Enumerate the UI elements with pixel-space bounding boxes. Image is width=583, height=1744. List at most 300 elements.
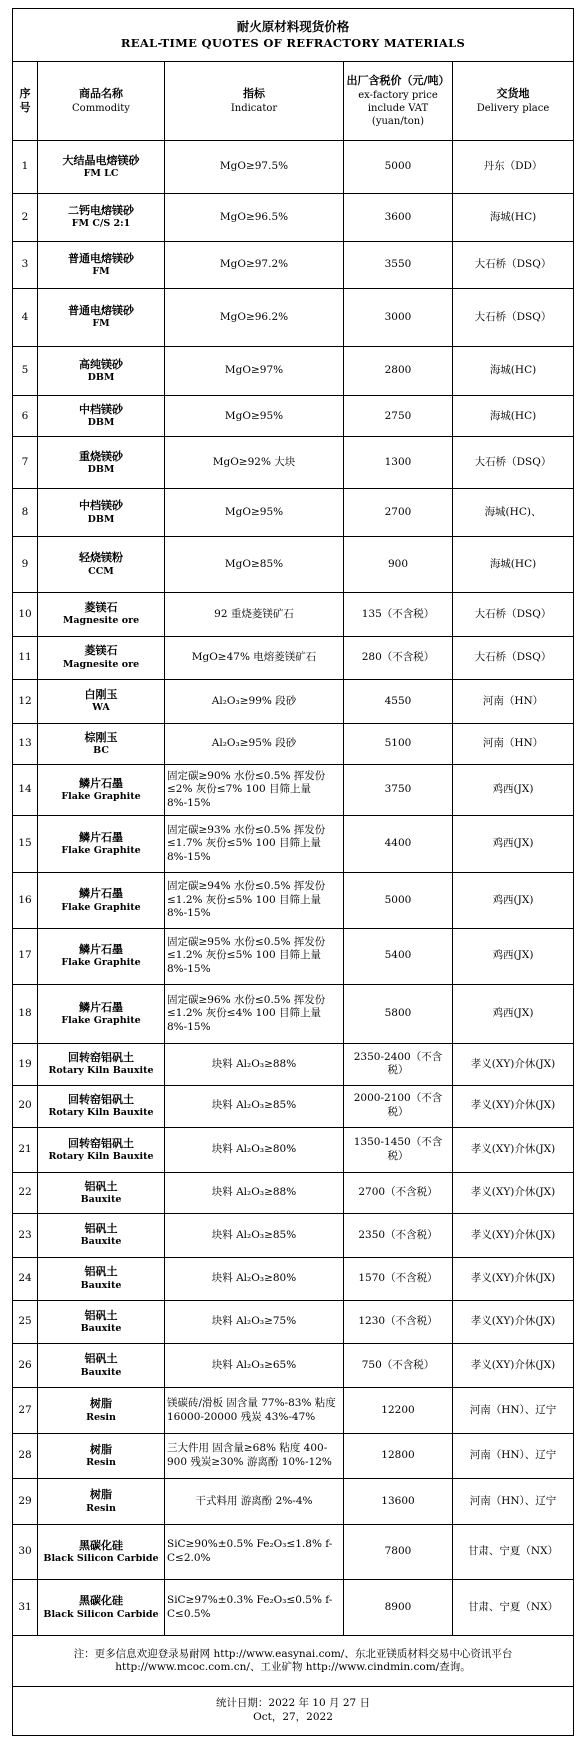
- row-indicator: [165, 1433, 344, 1478]
- price-value: 5000: [384, 160, 412, 173]
- row-seq: [13, 1173, 38, 1214]
- row-seq: [13, 489, 38, 537]
- row-commodity: [38, 1127, 165, 1172]
- row-indicator: [165, 928, 344, 984]
- price-value: 13600: [381, 1494, 415, 1507]
- row-seq: [13, 724, 38, 765]
- commodity-cn: 铝矾土: [84, 1352, 118, 1366]
- row-commodity: [38, 194, 165, 242]
- table-row: [13, 1433, 574, 1478]
- commodity-en: Flake Graphite: [61, 845, 141, 857]
- seq-number: 2: [21, 210, 29, 223]
- indicator-text: SiC≥90%±0.5% Fe₂O₃≤1.8% f-C≤2.0%: [167, 1538, 333, 1564]
- row-price: [344, 1127, 453, 1172]
- commodity-cn: 树脂: [90, 1488, 112, 1502]
- indicator-text: 干式料用 游离酚 2%-4%: [195, 1494, 313, 1507]
- table-row: [13, 1579, 574, 1635]
- row-delivery: [453, 1433, 574, 1478]
- indicator-text: 固定碳≥96% 水份≤0.5% 挥发份≤1.2% 灰份≤4% 100 目筛上量 8%-15%: [167, 993, 326, 1033]
- row-seq: [13, 765, 38, 816]
- row-price: [344, 1579, 453, 1635]
- row-seq: [13, 1127, 38, 1172]
- indicator-text: 块料 Al₂O₃≥85%: [211, 1228, 297, 1241]
- row-seq: [13, 1214, 38, 1257]
- commodity-en: Flake Graphite: [61, 901, 141, 913]
- commodity-cn: 鳞片石墨: [79, 1000, 123, 1014]
- commodity-en: Magnesite ore: [62, 658, 140, 670]
- seq-number: 19: [18, 1057, 32, 1070]
- row-commodity: [38, 1479, 165, 1524]
- row-delivery: [453, 396, 574, 437]
- seq-number: 13: [18, 737, 32, 750]
- footnote: [13, 1636, 574, 1687]
- delivery-place: 河南（HN）、辽宁: [469, 1403, 557, 1416]
- row-price: [344, 816, 453, 873]
- row-indicator: [165, 873, 344, 928]
- commodity-cn: 铝矾土: [84, 1265, 118, 1279]
- row-indicator: [165, 1085, 344, 1127]
- price-value: 8900: [384, 1600, 412, 1613]
- commodity-cn: 黑碳化硅: [79, 1538, 123, 1552]
- table-row: [13, 489, 574, 537]
- commodity-cn: 中档镁砂: [79, 499, 123, 513]
- seq-number: 11: [18, 650, 32, 663]
- indicator-text: MgO≥47% 电熔菱镁矿石: [191, 650, 317, 663]
- commodity-en: Flake Graphite: [61, 957, 141, 969]
- row-commodity: [38, 537, 165, 593]
- row-indicator: [165, 1173, 344, 1214]
- row-delivery: [453, 873, 574, 928]
- table-row: [13, 537, 574, 593]
- row-price: [344, 636, 453, 679]
- commodity-en: FM: [92, 318, 110, 330]
- commodity-cn: 大结晶电熔镁砂: [62, 153, 140, 167]
- row-commodity: [38, 141, 165, 194]
- table-row: [13, 636, 574, 679]
- stat-date-en: Oct，27，2022: [253, 1711, 333, 1724]
- row-delivery: [453, 593, 574, 636]
- commodity-cn: 铝矾土: [84, 1222, 118, 1236]
- table-row: [13, 241, 574, 289]
- commodity-cn: 高纯镁砂: [79, 357, 123, 371]
- price-value: 2800: [384, 364, 412, 377]
- commodity-cn: 黑碳化硅: [79, 1594, 123, 1608]
- commodity-en: WA: [92, 702, 110, 714]
- indicator-text: 固定碳≥90% 水份≤0.5% 挥发份≤2% 灰份≤7% 100 目筛上量 8%-15%: [167, 769, 326, 810]
- price-value: 2700（不含税）: [358, 1186, 438, 1199]
- commodity-en: Magnesite ore: [62, 615, 140, 627]
- row-price: [344, 1300, 453, 1343]
- commodity-cn: 铝矾土: [84, 1308, 118, 1322]
- footnote-line2: http://www.mcoc.com.cn/、工业矿物 http://www.cindmin.com/查询。: [115, 1661, 471, 1674]
- table-row: [13, 1214, 574, 1257]
- seq-number: 22: [18, 1186, 32, 1199]
- commodity-en: FM C/S 2:1: [71, 218, 131, 230]
- row-delivery: [453, 1344, 574, 1388]
- row-delivery: [453, 241, 574, 289]
- row-delivery: [453, 1524, 574, 1579]
- seq-number: 21: [18, 1143, 32, 1156]
- delivery-place: 鸡西(JX): [492, 949, 534, 962]
- row-price: [344, 241, 453, 289]
- table-row: [13, 141, 574, 194]
- row-indicator: [165, 593, 344, 636]
- row-seq: [13, 289, 38, 346]
- delivery-place: 大石桥（DSQ）: [474, 607, 552, 620]
- price-value: 3750: [384, 783, 412, 796]
- row-seq: [13, 396, 38, 437]
- stat-date: [13, 1687, 574, 1736]
- indicator-text: Al₂O₃≥99% 段砂: [211, 694, 297, 707]
- delivery-place: 海城(HC): [489, 557, 537, 570]
- row-indicator: [165, 765, 344, 816]
- commodity-cn: 中档镁砂: [79, 403, 123, 417]
- delivery-place: 海城(HC): [489, 409, 537, 422]
- indicator-text: MgO≥97.5%: [219, 160, 289, 173]
- commodity-en: Rotary Kiln Bauxite: [48, 1065, 154, 1077]
- seq-number: 23: [18, 1228, 32, 1241]
- row-commodity: [38, 396, 165, 437]
- commodity-en: Resin: [86, 1457, 116, 1469]
- seq-number: 24: [18, 1271, 32, 1284]
- table-row: [13, 724, 574, 765]
- row-delivery: [453, 1214, 574, 1257]
- row-price: [344, 396, 453, 437]
- row-price: [344, 489, 453, 537]
- delivery-place: 河南（HN）、辽宁: [469, 1449, 557, 1462]
- seq-number: 28: [18, 1449, 32, 1462]
- seq-number: 31: [18, 1600, 32, 1613]
- row-seq: [13, 241, 38, 289]
- row-commodity: [38, 1085, 165, 1127]
- row-indicator: [165, 816, 344, 873]
- table-row: [13, 873, 574, 928]
- commodity-en: FM LC: [83, 167, 119, 179]
- table-row: [13, 765, 574, 816]
- indicator-text: 块料 Al₂O₃≥85%: [211, 1099, 297, 1112]
- indicator-text: 块料 Al₂O₃≥88%: [211, 1186, 297, 1199]
- title-cn: 耐火原材料现货价格: [236, 19, 350, 35]
- quotes-table: [12, 8, 574, 1736]
- row-commodity: [38, 1433, 165, 1478]
- price-value: 135（不含税）: [361, 607, 435, 620]
- row-seq: [13, 1479, 38, 1524]
- commodity-en: Resin: [86, 1502, 116, 1514]
- stat-date-cn: 统计日期：2022 年 10 月 27 日: [215, 1697, 371, 1710]
- commodity-cn: 树脂: [90, 1442, 112, 1456]
- row-commodity: [38, 928, 165, 984]
- row-indicator: [165, 1214, 344, 1257]
- row-price: [344, 1344, 453, 1388]
- row-price: [344, 1388, 453, 1433]
- indicator-text: 块料 Al₂O₃≥80%: [211, 1143, 297, 1156]
- price-value: 1350-1450（不含税）: [353, 1136, 443, 1162]
- row-seq: [13, 1300, 38, 1343]
- row-delivery: [453, 724, 574, 765]
- table-row: [13, 816, 574, 873]
- commodity-en: DBM: [87, 463, 115, 475]
- delivery-place: 鸡西(JX): [492, 783, 534, 796]
- delivery-place: 大石桥（DSQ）: [474, 310, 552, 323]
- row-indicator: [165, 396, 344, 437]
- seq-number: 5: [21, 364, 29, 377]
- table-row: [13, 1044, 574, 1085]
- delivery-place: 鸡西(JX): [492, 893, 534, 906]
- delivery-place: 孝义(XY)介休(JX): [470, 1057, 556, 1070]
- row-price: [344, 1085, 453, 1127]
- seq-number: 12: [18, 694, 32, 707]
- commodity-en: Bauxite: [80, 1366, 122, 1378]
- indicator-text: MgO≥92% 大块: [212, 456, 296, 469]
- row-delivery: [453, 346, 574, 396]
- row-price: [344, 1173, 453, 1214]
- indicator-text: 三大件用 固含量≥68% 粘度 400-900 残炭≥30% 游离酚 10%-12%: [167, 1442, 332, 1469]
- price-value: 3600: [384, 210, 412, 223]
- delivery-place: 鸡西(JX): [492, 1007, 534, 1020]
- table-row: [13, 984, 574, 1044]
- price-value: 2350-2400（不含税）: [353, 1050, 443, 1077]
- commodity-cn: 鳞片石墨: [79, 887, 123, 901]
- row-price: [344, 1524, 453, 1579]
- table-row: [13, 679, 574, 723]
- row-delivery: [453, 765, 574, 816]
- price-value: 2700: [384, 505, 412, 518]
- row-price: [344, 437, 453, 489]
- row-delivery: [453, 1479, 574, 1524]
- row-price: [344, 289, 453, 346]
- delivery-place: 大石桥（DSQ）: [474, 456, 552, 469]
- header-commodity: 商品名称 Commodity: [38, 62, 165, 141]
- commodity-cn: 回转窑铝矾土: [68, 1136, 134, 1150]
- row-commodity: [38, 1579, 165, 1635]
- row-delivery: [453, 1579, 574, 1635]
- delivery-place: 孝义(XY)介休(JX): [470, 1358, 556, 1371]
- table-row: [13, 1173, 574, 1214]
- table-row: [13, 928, 574, 984]
- row-commodity: [38, 289, 165, 346]
- table-row: [13, 1257, 574, 1300]
- row-seq: [13, 537, 38, 593]
- indicator-text: 固定碳≥93% 水份≤0.5% 挥发份≤1.7% 灰份≤5% 100 目筛上量 8%-15%: [167, 823, 326, 864]
- row-commodity: [38, 724, 165, 765]
- row-indicator: [165, 1344, 344, 1388]
- commodity-en: BC: [93, 745, 109, 757]
- row-delivery: [453, 1044, 574, 1085]
- header-indicator: 指标 Indicator: [165, 62, 344, 141]
- indicator-text: MgO≥95%: [224, 505, 284, 518]
- indicator-text: Al₂O₃≥95% 段砂: [211, 737, 297, 750]
- price-value: 4550: [384, 694, 412, 707]
- row-seq: [13, 1085, 38, 1127]
- row-commodity: [38, 1214, 165, 1257]
- seq-number: 29: [18, 1494, 32, 1507]
- row-commodity: [38, 1344, 165, 1388]
- row-commodity: [38, 1173, 165, 1214]
- row-indicator: [165, 241, 344, 289]
- indicator-text: MgO≥95%: [224, 409, 284, 422]
- price-value: 280（不含税）: [361, 650, 435, 663]
- table-row: [13, 1085, 574, 1127]
- delivery-place: 孝义(XY)介休(JX): [470, 1143, 556, 1156]
- row-commodity: [38, 816, 165, 873]
- row-seq: [13, 194, 38, 242]
- row-seq: [13, 984, 38, 1044]
- seq-number: 16: [18, 893, 32, 906]
- title-en: REAL-TIME QUOTES OF REFRACTORY MATERIALS: [120, 35, 466, 50]
- commodity-en: Rotary Kiln Bauxite: [48, 1150, 154, 1162]
- commodity-en: Resin: [86, 1411, 116, 1423]
- delivery-place: 甘肃、宁夏（NX）: [467, 1600, 559, 1613]
- row-delivery: [453, 289, 574, 346]
- indicator-text: 块料 Al₂O₃≥75%: [211, 1315, 297, 1328]
- row-seq: [13, 1433, 38, 1478]
- table-row: [13, 289, 574, 346]
- commodity-en: DBM: [87, 371, 115, 383]
- row-delivery: [453, 537, 574, 593]
- row-price: [344, 765, 453, 816]
- row-commodity: [38, 593, 165, 636]
- seq-number: 15: [18, 837, 32, 850]
- price-value: 1230（不含税）: [358, 1315, 438, 1328]
- indicator-text: MgO≥97.2%: [219, 258, 289, 271]
- row-seq: [13, 437, 38, 489]
- row-price: [344, 679, 453, 723]
- table-row: [13, 437, 574, 489]
- delivery-place: 大石桥（DSQ）: [474, 258, 552, 271]
- row-indicator: [165, 1388, 344, 1433]
- commodity-en: DBM: [87, 417, 115, 429]
- indicator-text: 固定碳≥94% 水份≤0.5% 挥发份≤1.2% 灰份≤5% 100 目筛上量 8%-15%: [167, 880, 326, 920]
- row-seq: [13, 1344, 38, 1388]
- row-price: [344, 194, 453, 242]
- seq-number: 4: [21, 310, 29, 323]
- row-commodity: [38, 679, 165, 723]
- delivery-place: 河南（HN）: [482, 694, 544, 707]
- price-value: 900: [387, 557, 409, 570]
- price-value: 5400: [384, 949, 412, 962]
- row-commodity: [38, 1524, 165, 1579]
- commodity-en: DBM: [87, 513, 115, 525]
- commodity-en: Bauxite: [80, 1236, 122, 1248]
- commodity-cn: 回转窑铝矾土: [68, 1092, 134, 1106]
- delivery-place: 孝义(XY)介休(JX): [470, 1271, 556, 1284]
- footnote-line1: 注：更多信息欢迎登录易耐网 http://www.easynai.com/、东北亚镁质材料交易中心资讯平台: [73, 1647, 513, 1660]
- table-row: [13, 1479, 574, 1524]
- row-price: [344, 346, 453, 396]
- row-seq: [13, 816, 38, 873]
- row-indicator: [165, 724, 344, 765]
- delivery-place: 孝义(XY)介休(JX): [470, 1315, 556, 1328]
- commodity-cn: 铝矾土: [84, 1179, 118, 1193]
- row-commodity: [38, 241, 165, 289]
- row-indicator: [165, 1524, 344, 1579]
- price-value: 3000: [384, 310, 412, 323]
- commodity-cn: 棕刚玉: [84, 730, 118, 744]
- price-value: 12200: [381, 1403, 415, 1416]
- table-row: [13, 396, 574, 437]
- commodity-en: Rotary Kiln Bauxite: [48, 1107, 154, 1119]
- row-price: [344, 537, 453, 593]
- header-delivery: 交货地 Delivery place: [453, 62, 574, 141]
- seq-number: 30: [18, 1545, 32, 1558]
- header-seq: 序号: [13, 62, 38, 141]
- row-seq: [13, 1579, 38, 1635]
- table-row: [13, 1300, 574, 1343]
- row-price: [344, 1044, 453, 1085]
- commodity-cn: 轻烧镁粉: [79, 551, 123, 565]
- commodity-cn: 回转窑铝矾土: [68, 1051, 134, 1065]
- row-delivery: [453, 816, 574, 873]
- commodity-cn: 菱镁石: [84, 601, 118, 615]
- row-delivery: [453, 437, 574, 489]
- row-indicator: [165, 1127, 344, 1172]
- price-value: 2000-2100（不含税）: [353, 1092, 443, 1119]
- delivery-place: 孝义(XY)介休(JX): [470, 1186, 556, 1199]
- row-seq: [13, 679, 38, 723]
- row-delivery: [453, 1300, 574, 1343]
- price-value: 750（不含税）: [361, 1358, 435, 1371]
- indicator-text: MgO≥85%: [224, 557, 284, 570]
- row-commodity: [38, 489, 165, 537]
- commodity-en: Flake Graphite: [61, 1015, 141, 1027]
- row-indicator: [165, 537, 344, 593]
- commodity-cn: 树脂: [90, 1397, 112, 1411]
- row-price: [344, 724, 453, 765]
- delivery-place: 大石桥（DSQ）: [474, 650, 552, 663]
- row-indicator: [165, 1044, 344, 1085]
- price-value: 1570（不含税）: [358, 1271, 438, 1284]
- commodity-en: FM: [92, 265, 110, 277]
- seq-number: 10: [18, 607, 32, 620]
- row-price: [344, 1214, 453, 1257]
- price-value: 7800: [384, 1545, 412, 1558]
- price-value: 3550: [384, 258, 412, 271]
- row-seq: [13, 141, 38, 194]
- row-commodity: [38, 765, 165, 816]
- row-seq: [13, 928, 38, 984]
- date-row: [13, 1687, 574, 1736]
- commodity-cn: 白刚玉: [84, 688, 118, 702]
- delivery-place: 河南（HN）: [482, 737, 544, 750]
- row-delivery: [453, 1085, 574, 1127]
- row-indicator: [165, 984, 344, 1044]
- row-commodity: [38, 437, 165, 489]
- row-indicator: [165, 346, 344, 396]
- commodity-cn: 普通电熔镁砂: [68, 304, 134, 318]
- row-indicator: [165, 194, 344, 242]
- row-indicator: [165, 1300, 344, 1343]
- row-delivery: [453, 1127, 574, 1172]
- row-price: [344, 1479, 453, 1524]
- seq-number: 8: [21, 505, 29, 518]
- row-delivery: [453, 1257, 574, 1300]
- commodity-en: Flake Graphite: [61, 791, 141, 803]
- delivery-place: 鸡西(JX): [492, 837, 534, 850]
- price-value: 2350（不含税）: [358, 1228, 438, 1241]
- seq-number: 6: [21, 409, 29, 422]
- commodity-en: Bauxite: [80, 1322, 122, 1334]
- indicator-text: 固定碳≥95% 水份≤0.5% 挥发份≤1.2% 灰份≤5% 100 目筛上量 8%-15%: [167, 935, 326, 976]
- note-row: [13, 1636, 574, 1687]
- seq-number: 25: [18, 1315, 32, 1328]
- indicator-text: MgO≥96.5%: [219, 210, 289, 223]
- commodity-en: CCM: [88, 565, 114, 577]
- indicator-text: MgO≥97%: [224, 364, 284, 377]
- commodity-cn: 菱镁石: [84, 644, 118, 658]
- row-price: [344, 928, 453, 984]
- delivery-place: 孝义(XY)介休(JX): [470, 1099, 556, 1112]
- row-seq: [13, 1257, 38, 1300]
